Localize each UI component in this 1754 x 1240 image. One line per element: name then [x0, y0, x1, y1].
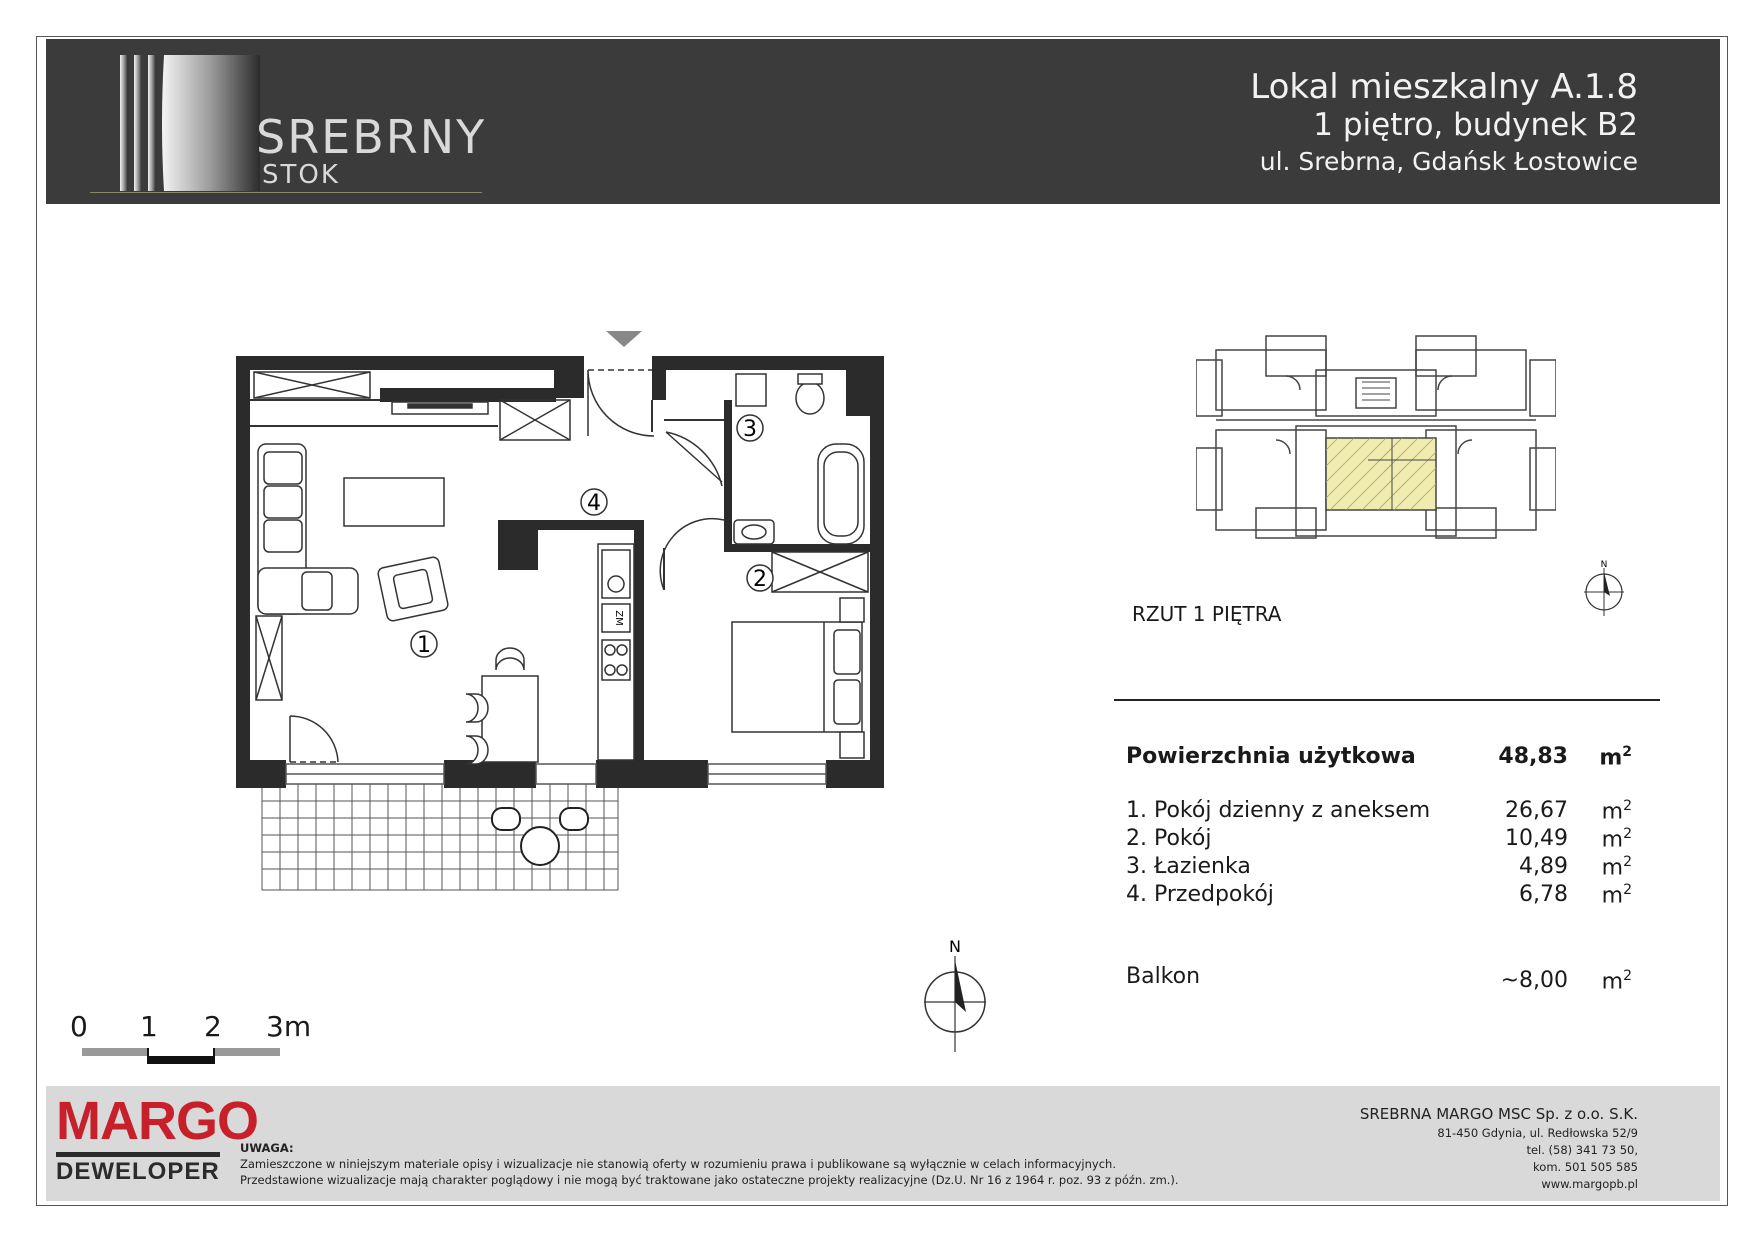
margo-logo-bar: [56, 1152, 220, 1157]
scale-label: 1: [140, 1010, 158, 1043]
armchair: [377, 556, 449, 622]
building-key-plan: [1196, 330, 1556, 560]
room-area-label: 3. Łazienka: [1126, 854, 1251, 879]
room-area-unit: $m^2$: [1601, 882, 1632, 909]
apartment-name: Lokal mieszkalny A.1.8: [1250, 67, 1638, 107]
apartment-floor: 1 piętro, budynek B2: [1313, 107, 1638, 143]
tv-unit: [392, 402, 488, 414]
margo-logo-text: MARGO: [56, 1091, 258, 1151]
entrance-arrow-icon: [606, 331, 642, 347]
room-number-1: 1: [417, 633, 431, 658]
room-area-value: 26,67: [1505, 798, 1568, 823]
bed: [732, 598, 864, 758]
scale-label: 0: [70, 1010, 88, 1043]
plan-compass-icon: [920, 936, 990, 1056]
company-name: SREBRNA MARGO MSC Sp. z o.o. S.K.: [1359, 1105, 1638, 1123]
room-area-value: 4,89: [1519, 854, 1568, 879]
scale-label: 3m: [266, 1010, 312, 1043]
plan-compass-label: N: [949, 937, 961, 956]
balcony-grid: [262, 784, 618, 890]
apartment-address: ul. Srebrna, Gdańsk Łostowice: [1259, 147, 1638, 176]
room-area-unit: $m^2$: [1601, 826, 1632, 853]
room-area-value: 10,49: [1505, 826, 1568, 851]
balcony-furniture: [492, 808, 588, 865]
balcony-area-unit: $m^2$: [1601, 968, 1632, 995]
balcony-area-label: Balkon: [1126, 964, 1201, 989]
room-area-label: 4. Przedpokój: [1126, 882, 1274, 907]
scale-bar: [82, 1048, 282, 1072]
highlighted-unit: [1326, 438, 1436, 510]
key-plan-compass-icon: [1582, 558, 1626, 618]
margo-logo-subtext: DEWELOPER: [56, 1158, 220, 1185]
toilet-icon: [796, 382, 824, 414]
washer-icon: [736, 374, 766, 406]
kitchen-counter: [598, 544, 634, 760]
balcony-area-value: ~8,00: [1500, 968, 1568, 993]
company-info: [1360, 1103, 1638, 1193]
interior-lines: [250, 400, 724, 590]
room-area-unit: $m^2$: [1601, 798, 1632, 825]
company-phone: tel. (58) 341 73 50,: [1526, 1143, 1638, 1157]
brand-subname: STOK: [262, 160, 340, 190]
coffee-table: [344, 478, 444, 526]
scale-label: 2: [204, 1010, 222, 1043]
dining-set: [466, 648, 538, 764]
total-area-label: Powierzchnia użytkowa: [1126, 744, 1416, 769]
apartment-title: [1250, 68, 1638, 180]
key-plan-compass-label: N: [1600, 560, 1608, 570]
dishwasher-label: ZM: [613, 610, 624, 626]
disclaimer: [240, 1140, 1179, 1188]
room-number-markers: [411, 415, 773, 658]
total-area-unit: $m^2$: [1599, 744, 1632, 771]
disclaimer-line: Przedstawione wizualizacje mają charakter poglądowy i nie mogą być traktowane jako ostateczne projekty realizacyjne (Dz.U. Nr 16 z 1964 r. poz. 93 z późn. zm.).: [240, 1173, 1179, 1187]
room-number-2: 2: [753, 567, 767, 592]
brand-name: SREBRNY: [256, 110, 487, 164]
company-address: 81-450 Gdynia, ul. Redłowska 52/9: [1437, 1126, 1638, 1140]
windows: [286, 764, 826, 784]
sofa: [258, 444, 358, 614]
room-area-label: 1. Pokój dzienny z aneksem: [1126, 798, 1431, 823]
total-area-value: 48,83: [1498, 744, 1568, 769]
floor-caption: RZUT 1 PIĘTRA: [1132, 602, 1282, 626]
company-mobile: kom. 501 505 585: [1533, 1160, 1638, 1174]
disclaimer-line: Zamieszczone w niniejszym materiale opisy i wizualizacje nie stanowią oferty w rozumieniu prawa i publikowane są wyłącznie w celach informacyjnych.: [240, 1157, 1116, 1171]
disclaimer-title: UWAGA:: [240, 1141, 294, 1155]
divider-line: [1114, 699, 1660, 701]
room-area-unit: $m^2$: [1601, 854, 1632, 881]
bathroom-fixtures: [734, 374, 864, 544]
company-website[interactable]: www.margopb.pl: [1541, 1177, 1638, 1191]
room-number-4: 4: [587, 491, 601, 516]
room-area-label: 2. Pokój: [1126, 826, 1212, 851]
room-area-value: 6,78: [1519, 882, 1568, 907]
room-number-3: 3: [743, 417, 757, 442]
